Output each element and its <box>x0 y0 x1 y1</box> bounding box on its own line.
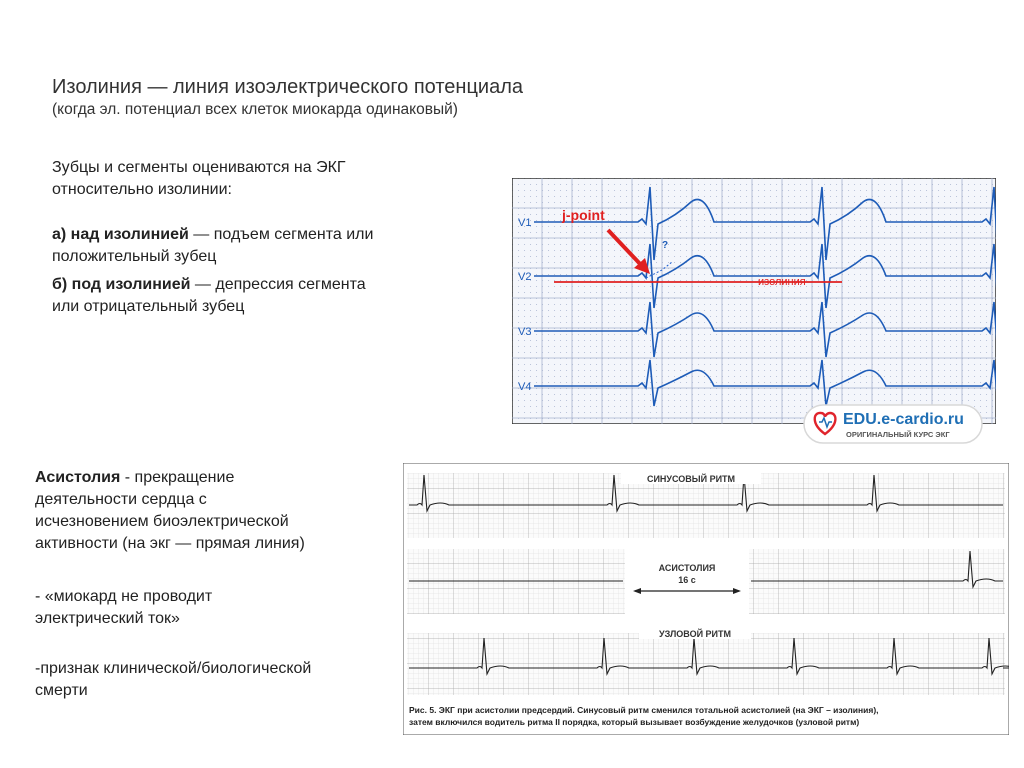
asystole-line3: исчезновением биоэлектрической <box>35 513 289 530</box>
figure-caption-line2: затем включился водитель ритма II порядка, который вызывает возбуждение желудочков (узловой ритм) <box>409 717 860 727</box>
isoline-b-bold: б) под изолинией <box>52 276 191 293</box>
asystole-point2-line1: -признак клинической/биологической <box>35 660 312 677</box>
asystole-point2-line2: смерти <box>35 682 88 699</box>
asystole-duration: 16 с <box>678 575 696 585</box>
isoline-intro-line2: относительно изолинии: <box>52 181 232 198</box>
isoline-intro-line1: Зубцы и сегменты оцениваются на ЭКГ <box>52 159 346 176</box>
isoline-b-line2: или отрицательный зубец <box>52 298 245 315</box>
isoline-b-rest: — депрессия сегмента <box>190 276 366 293</box>
figure-caption-line1: Рис. 5. ЭКГ при асистолии предсердий. Синусовый ритм сменился тотальной асистолией (на ЭКГ – изолиния), <box>409 705 879 715</box>
lead-label-v4: V4 <box>518 381 532 393</box>
isoline-a-rest: — подъем сегмента или <box>188 226 374 243</box>
page-title: Изолиния — линия изоэлектрического потенциала <box>52 76 524 98</box>
nodal-rhythm-label: УЗЛОВОЙ РИТМ <box>658 629 732 639</box>
ecg-leads-figure <box>512 178 996 424</box>
isoline-point-b <box>52 274 472 318</box>
asystole-rest: - прекращение <box>120 469 235 486</box>
logo-brand-rest: e-cardio.ru <box>881 411 964 428</box>
asystole-ecg-figure <box>403 463 1009 735</box>
asystole-point2 <box>35 658 395 702</box>
asystole-line4: активности (на экг — прямая линия) <box>35 535 305 552</box>
edu-e-cardio-logo <box>803 404 983 444</box>
asystole-point1 <box>35 586 395 630</box>
isoline-a-bold: а) над изолинией <box>52 226 189 243</box>
isoline-a-line2: положительный зубец <box>52 248 217 265</box>
lead-label-v2: V2 <box>518 271 532 283</box>
asystole-point1-line2: электрический ток» <box>35 610 180 627</box>
isoline-label: изолиния <box>758 276 806 288</box>
logo-tagline: ОРИГИНАЛЬНЫЙ КУРС ЭКГ <box>846 430 950 439</box>
lead-label-v1: V1 <box>518 217 532 229</box>
asystole-line2: деятельности сердца с <box>35 491 207 508</box>
asystole-bold: Асистолия <box>35 469 121 486</box>
logo-brand-prefix: EDU. <box>843 411 882 428</box>
sinus-rhythm-label: СИНУСОВЫЙ РИТМ <box>646 474 736 484</box>
isoline-intro <box>52 157 452 201</box>
lead-label-v3: V3 <box>518 326 532 338</box>
svg-text:EDU.e-cardio.ru <box>843 411 964 428</box>
asystole-label: АСИСТОЛИЯ <box>658 563 716 573</box>
asystole-point1-line1: - «миокард не проводит <box>35 588 213 605</box>
question-mark: ? <box>662 240 669 251</box>
page-subtitle: (когда эл. потенциал всех клеток миокарда одинаковый) <box>52 101 458 118</box>
asystole-definition <box>35 467 395 555</box>
j-point-label: j-point <box>562 207 605 223</box>
isoline-point-a <box>52 224 472 268</box>
logo-badge <box>803 404 983 444</box>
